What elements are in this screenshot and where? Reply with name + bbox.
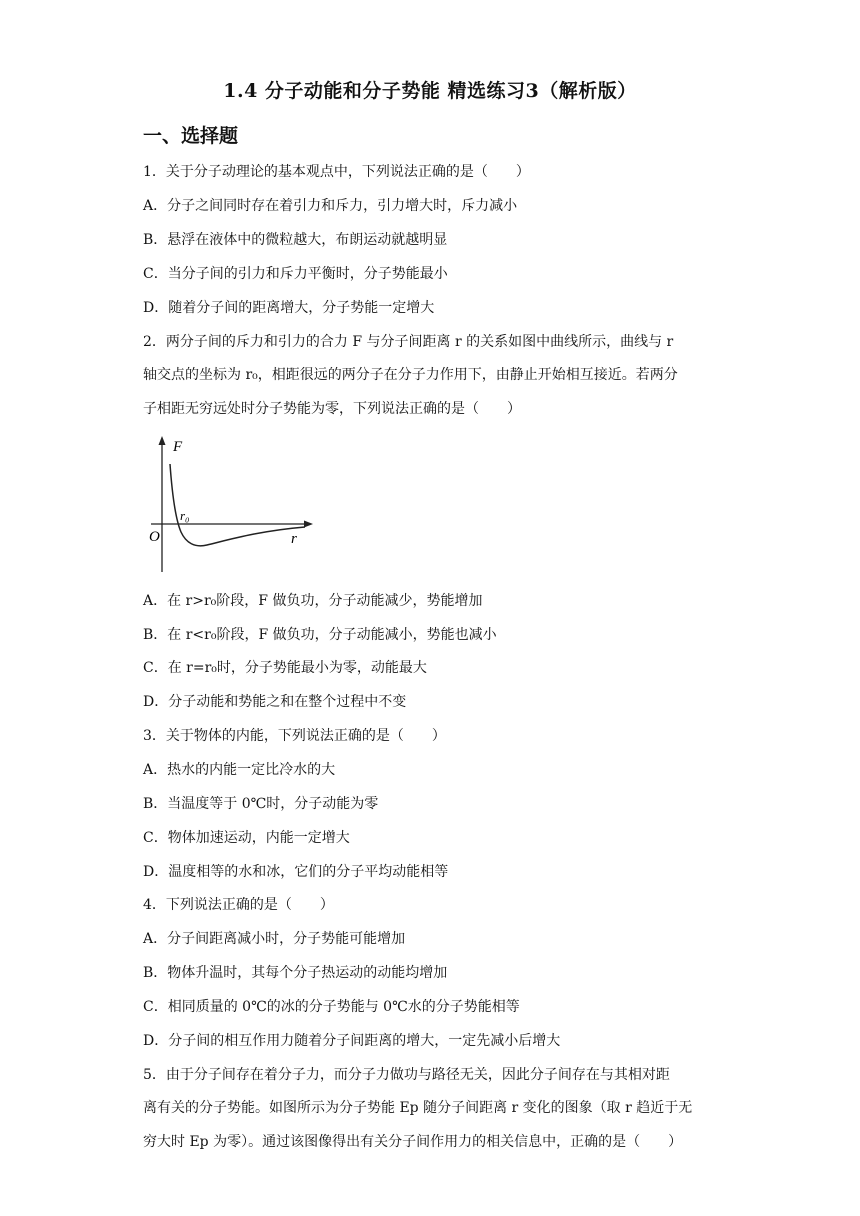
q2-stem-line1: 2．两分子间的斥力和引力的合力 F 与分子间距离 r 的关系如图中曲线所示，曲线与 r xyxy=(143,334,674,350)
q1-stem: 1．关于分子动理论的基本观点中，下列说法正确的是（ ） xyxy=(143,164,530,180)
q2-option-d: D．分子动能和势能之和在整个过程中不变 xyxy=(143,694,407,710)
q5-stem-line1: 5．由于分子间存在着分子力，而分子力做功与路径无关，因此分子间存在与其相对距 xyxy=(143,1067,670,1083)
q3-option-a: A．热水的内能一定比冷水的大 xyxy=(143,762,336,778)
q2-option-c: C．在 r=r₀时，分子势能最小为零，动能最大 xyxy=(143,660,427,676)
q1-option-d: D．随着分子间的距离增大，分子势能一定增大 xyxy=(143,300,435,316)
y-axis-arrow xyxy=(159,436,166,445)
q2-option-b: B．在 r<r₀阶段，F 做负功，分子动能减小，势能也减小 xyxy=(143,627,497,643)
force-distance-graph xyxy=(143,432,323,577)
q2-stem-line2: 轴交点的坐标为 r₀，相距很远的两分子在分子力作用下，由静止开始相互接近。若两分 xyxy=(143,367,678,383)
y-axis-label: F xyxy=(173,439,183,455)
q3-option-b: B．当温度等于 0℃时，分子动能为零 xyxy=(143,796,379,812)
q4-option-b: B．物体升温时，其每个分子热运动的动能均增加 xyxy=(143,965,448,981)
q3-option-d: D．温度相等的水和冰，它们的分子平均动能相等 xyxy=(143,864,449,880)
q1-option-a: A．分子之间同时存在着引力和斥力，引力增大时，斥力减小 xyxy=(143,198,518,214)
q4-option-c: C．相同质量的 0℃的冰的分子势能与 0℃水的分子势能相等 xyxy=(143,999,520,1015)
q3-option-c: C．物体加速运动，内能一定增大 xyxy=(143,830,350,846)
q5-stem-line2: 离有关的分子势能。如图所示为分子势能 Ep 随分子间距离 r 变化的图象（取 r 趋近于无 xyxy=(143,1100,693,1116)
document-title: 1.4 分子动能和分子势能 精选练习3（解析版） xyxy=(223,80,637,102)
r0-label: r₀ xyxy=(180,508,190,523)
section-heading: 一、选择题 xyxy=(143,125,239,147)
origin-label: O xyxy=(149,529,160,545)
q5-stem-line3: 穷大时 Ep 为零）。通过该图像得出有关分子间作用力的相关信息中，正确的是（ ） xyxy=(143,1134,683,1150)
q4-stem: 4．下列说法正确的是（ ） xyxy=(143,897,334,913)
force-curve xyxy=(170,464,305,546)
q1-option-c: C．当分子间的引力和斥力平衡时，分子势能最小 xyxy=(143,266,448,282)
q2-option-a: A．在 r>r₀阶段，F 做负功，分子动能减少，势能增加 xyxy=(143,593,483,609)
q4-option-d: D．分子间的相互作用力随着分子间距离的增大，一定先减小后增大 xyxy=(143,1033,561,1049)
q3-stem: 3．关于物体的内能，下列说法正确的是（ ） xyxy=(143,728,446,744)
q4-option-a: A．分子间距离减小时，分子势能可能增加 xyxy=(143,931,406,947)
x-axis-arrow xyxy=(304,521,313,528)
q2-stem-line3: 子相距无穷远处时分子势能为零，下列说法正确的是（ ） xyxy=(143,401,521,417)
q1-option-b: B．悬浮在液体中的微粒越大，布朗运动就越明显 xyxy=(143,232,448,248)
x-axis-label: r xyxy=(291,531,297,547)
